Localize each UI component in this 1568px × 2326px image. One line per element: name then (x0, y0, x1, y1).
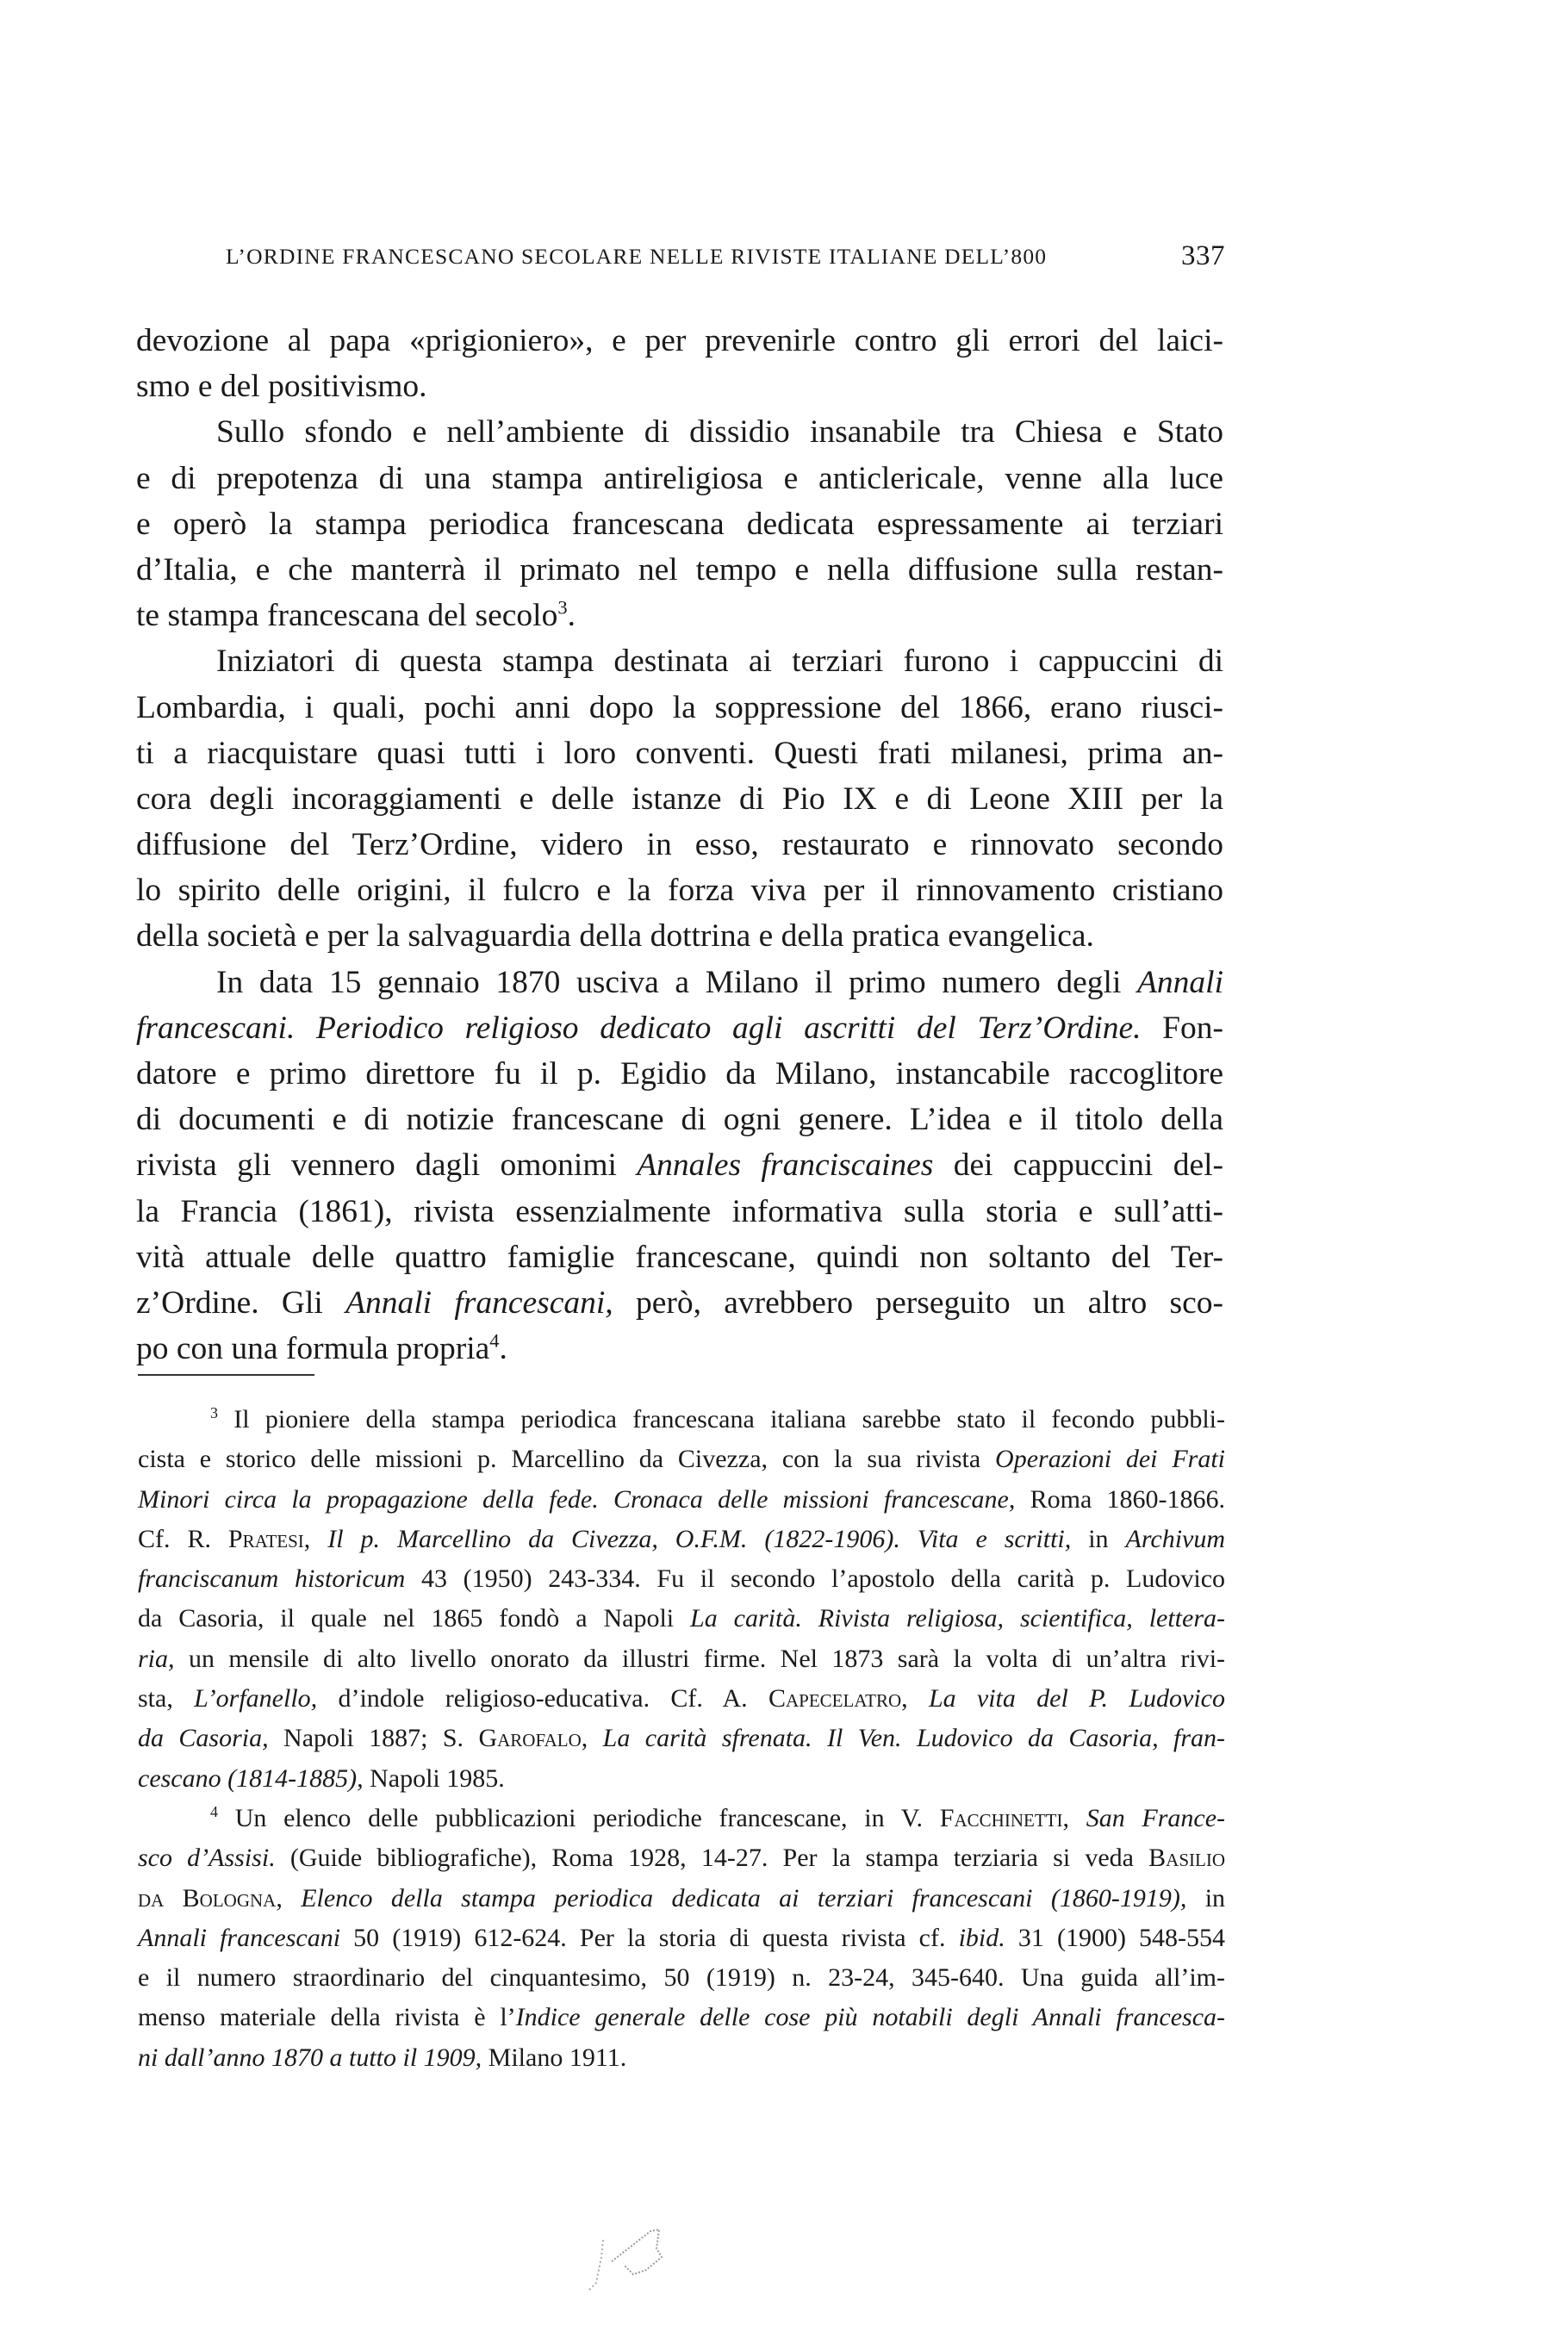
footnote-ref-4[interactable]: 4 (489, 1329, 500, 1352)
footnote-number: 4 (210, 1803, 218, 1821)
text-segment: d’indole religioso-educativa. Cf. A. (338, 1684, 748, 1713)
paragraph-start (136, 960, 1223, 1005)
text-line: vità attuale delle quattro famiglie francescane, quindi non soltanto del Ter- (136, 1239, 1223, 1275)
text-segment: 43 (1950) 243-334. Fu il secondo l’apostolo della carità p. Ludovico (420, 1564, 1226, 1594)
footnote-line (138, 1559, 1225, 1599)
author-name: Garofalo, (478, 1724, 588, 1753)
text-line: te stampa francescana del secolo$^3$. (136, 596, 576, 634)
main-text (136, 318, 1223, 1371)
text-segment: 31 (1900) 548-554 (1017, 1923, 1226, 1952)
footnote-line (138, 1520, 1225, 1559)
italic-title: ria, (138, 1644, 175, 1673)
author-name: da Bologna, (138, 1883, 283, 1912)
footnote-line (138, 1599, 1225, 1639)
text-line: della società e per la salvaguardia della dottrina e della pratica evangelica. (136, 918, 1094, 955)
text-segment: te stampa francescana del secolo (136, 598, 558, 634)
text-line: smo e del positivismo. (136, 369, 427, 405)
italic-title: Annali (1137, 964, 1224, 1000)
footnote-line (138, 1679, 1225, 1719)
paragraph-start: Iniziatori di questa stampa destinata ai terziari furono i cappuccini di (216, 644, 1223, 680)
text-segment: sta, (138, 1684, 173, 1713)
footnote-line (138, 2038, 1225, 2078)
footnote-line (138, 1440, 1225, 1479)
text-segment: dei cappuccini del- (953, 1147, 1223, 1184)
paragraph-start: Sullo sfondo e nell’ambiente di dissidio insanabile tra Chiesa e Stato (216, 414, 1223, 451)
footnote-line (138, 1879, 1225, 1919)
text-segment: menso materiale della rivista è l’ (138, 2003, 516, 2032)
footnote-line (138, 1919, 1225, 1958)
italic-title: Operazioni dei Frati (995, 1445, 1226, 1474)
italic-title: sco d’Assisi. (138, 1844, 276, 1873)
footnotes (138, 1400, 1225, 2078)
italic-title: San France- (1086, 1803, 1226, 1832)
text-segment: (Guide bibliografiche), Roma 1928, 14-27. Per la stampa terziaria si veda (289, 1844, 1134, 1873)
text-segment: in (1088, 1524, 1109, 1553)
text-line (136, 1142, 1223, 1188)
italic-title: franciscanum historicum (138, 1564, 406, 1594)
italic-title: Indice generale delle cose più notabili degli Annali francesca- (515, 2003, 1225, 2032)
text-line: devozione al papa «prigioniero», e per prevenirle contro gli errori del laici- (136, 323, 1223, 358)
text-line: di documenti e di notizie francescane di ogni genere. L’idea e il titolo della (136, 1102, 1223, 1138)
text-segment: però, avrebbero perseguito un altro sco- (635, 1284, 1224, 1321)
text-line: lo spirito delle origini, il fulcro e la forza viva per il rinnovamento cristiano (136, 873, 1223, 909)
text-segment: 50 (1919) 612-624. Per la storia di questa rivista cf. (353, 1923, 946, 1952)
running-title: L’ORDINE FRANCESCANO SECOLARE NELLE RIVISTE ITALIANE DELL’800 (226, 244, 1048, 269)
text-segment: un mensile di alto livello onorato da illustri firme. Nel 1873 sarà la volta di un’altra rivi- (188, 1644, 1226, 1673)
text-line (136, 1280, 1223, 1326)
page-number: 337 (1181, 240, 1225, 271)
text-segment: Cf. R. (138, 1524, 211, 1553)
author-name: Capecelatro, (768, 1684, 908, 1713)
text-segment: Fon- (1162, 1010, 1224, 1046)
text-segment: rivista gli vennero dagli omonimi (136, 1147, 617, 1184)
italic-title: La vita del P. Ludovico (928, 1684, 1225, 1713)
footnote-line (138, 1759, 1225, 1799)
text-segment: Un elenco delle pubblicazioni periodiche francescane, in V. (234, 1803, 924, 1832)
author-name: Facchinetti, (939, 1803, 1069, 1832)
text-line: diffusione del Terz’Ordine, videro in esso, restaurato e rinnovato secondo (136, 827, 1223, 863)
footnote-number: 3 (210, 1404, 218, 1422)
footnote-line (138, 1998, 1225, 2037)
footnote-ref-3[interactable]: 3 (557, 596, 568, 619)
text-line: ti a riacquistare quasi tutti i loro conventi. Questi frati milanesi, prima an- (136, 735, 1223, 771)
footnote-line: e il numero straordinario del cinquantesimo, 50 (1919) n. 23-24, 345-640. Una guida all’im- (138, 1963, 1225, 1993)
text-line: datore e primo direttore fu il p. Egidio da Milano, instancabile raccoglitore (136, 1056, 1223, 1091)
text-segment: In data 15 gennaio 1870 usciva a Milano il primo numero degli (216, 964, 1122, 1000)
text-segment: Roma 1860-1866. (1030, 1484, 1225, 1514)
text-segment: in (1204, 1883, 1226, 1912)
italic-title: La carità sfrenata. Il Ven. Ludovico da Casoria, fran- (602, 1724, 1226, 1753)
text-line: e di prepotenza di una stampa antireligiosa e anticlericale, venne alla luce (136, 460, 1223, 496)
handwritten-mark-icon (586, 2223, 689, 2309)
text-line: la Francia (1861), rivista essenzialmente informativa sulla storia e sull’atti- (136, 1193, 1223, 1229)
footnote-line (138, 1838, 1225, 1878)
footnote-line (138, 1480, 1225, 1520)
text-line: d’Italia, e che manterrà il primato nel tempo e nella diffusione sulla restan- (136, 551, 1223, 588)
italic-title: Archivum (1125, 1524, 1226, 1553)
footnote-line (138, 1639, 1225, 1679)
author-name: Basilio (1148, 1844, 1225, 1873)
text-segment: z’Ordine. Gli (136, 1284, 323, 1321)
italic-title: L’orfanello, (194, 1684, 318, 1713)
italic-abbrev: ibid. (958, 1923, 1005, 1952)
text-segment: Napoli 1887; S. (283, 1724, 464, 1753)
footnote-4 (138, 1799, 1225, 1838)
italic-title: cescano (1814-1885), (138, 1763, 364, 1793)
text-segment: Napoli 1985. (370, 1763, 505, 1793)
italic-title: da Casoria, (138, 1724, 269, 1753)
text-segment: Milano 1911. (488, 2043, 627, 2072)
text-segment: cista e storico delle missioni p. Marcellino da Civezza, con la sua rivista (138, 1445, 981, 1474)
footnote-separator (138, 1374, 314, 1376)
italic-title: Annales franciscaines (637, 1147, 934, 1184)
italic-title: Annali francescani (138, 1923, 341, 1952)
italic-title: francescani. Periodico religioso dedicato agli ascritti del Terz’Ordine. (136, 1010, 1142, 1046)
italic-title: Minori circa la propagazione della fede. Cronaca delle missioni francescane, (138, 1484, 1016, 1514)
italic-title: Annali francescani, (345, 1284, 613, 1321)
author-name: Pratesi, (227, 1524, 311, 1553)
text-line: po con una formula propria$^4$. (136, 1329, 507, 1367)
italic-title: La carità. Rivista religiosa, scientifica, lettera- (690, 1604, 1225, 1633)
text-segment: Il pioniere della stampa periodica francescana italiana sarebbe stato il fecondo pubbli- (233, 1405, 1226, 1434)
text-line: cora degli incoraggiamenti e delle istanze di Pio IX e di Leone XIII per la (136, 781, 1223, 817)
footnote-line (138, 1719, 1225, 1758)
text-line: e operò la stampa periodica francescana dedicata espressamente ai terziari (136, 506, 1223, 542)
footnote-3 (138, 1400, 1225, 1440)
italic-title: ni dall’anno 1870 a tutto il 1909, (138, 2043, 482, 2072)
italic-title: Il p. Marcellino da Civezza, O.F.M. (1822-1906). Vita e scritti, (327, 1524, 1072, 1553)
text-segment: po con una formula propria (136, 1331, 490, 1367)
text-segment: da Casoria, il quale nel 1865 fondò a Napoli (138, 1604, 675, 1633)
text-line (136, 1005, 1223, 1051)
text-line: Lombardia, i quali, pochi anni dopo la soppressione del 1866, erano riusci- (136, 689, 1223, 725)
italic-title: Elenco della stampa periodica dedicata ai terziari francescani (1860-1919), (301, 1883, 1187, 1912)
